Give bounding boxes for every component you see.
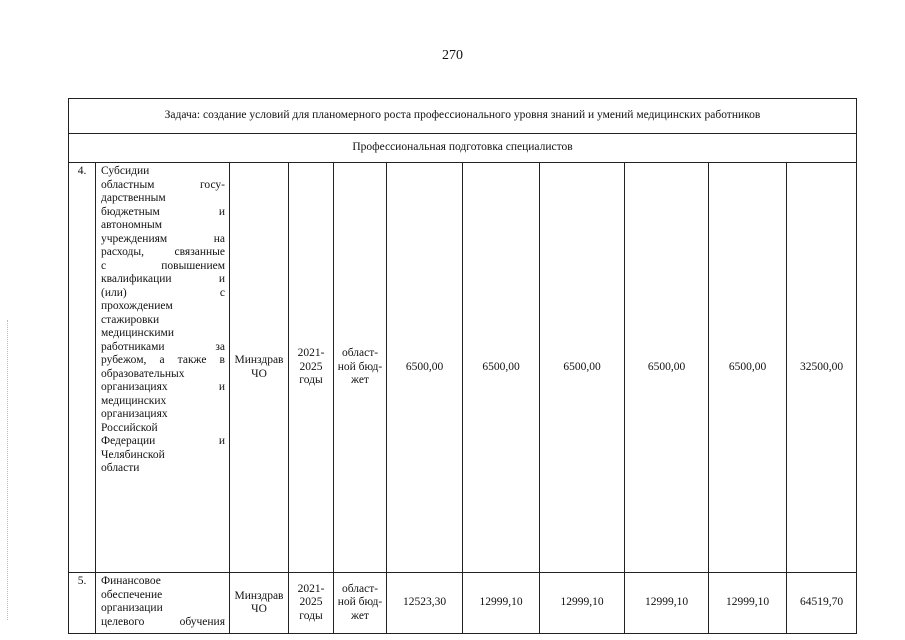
program-table xyxy=(68,98,857,634)
name-line: области xyxy=(101,462,140,474)
name-line: Федерации и xyxy=(101,435,225,447)
table-row xyxy=(69,163,857,573)
row-number: 5. xyxy=(69,573,96,634)
row-value: 6500,00 xyxy=(540,163,625,573)
row-executor: Минздрав ЧО xyxy=(230,573,289,634)
name-line: с повышением xyxy=(101,259,225,272)
row-value: 6500,00 xyxy=(709,163,787,573)
row-total: 64519,70 xyxy=(787,573,857,634)
name-line: стажировки xyxy=(101,313,160,326)
name-line: организации xyxy=(101,602,163,614)
name-line: Субсидии xyxy=(101,165,150,177)
name-line: рубежом, а также в xyxy=(101,354,225,366)
name-line: (или) с xyxy=(101,286,225,299)
row-number: 4. xyxy=(69,163,96,573)
name-line: медицинскими xyxy=(101,327,174,339)
name-line: прохождением xyxy=(101,300,173,312)
row-value: 6500,00 xyxy=(463,163,540,573)
row-executor: Минздрав ЧО xyxy=(230,163,289,573)
name-line: работниками за xyxy=(101,340,225,353)
section-cell: Профессиональная подготовка специалистов xyxy=(69,134,857,163)
task-row xyxy=(69,99,857,134)
name-line: Российской xyxy=(101,421,158,434)
row-period: 2021-2025 годы xyxy=(289,573,334,634)
row-source: област-ной бюд-жет xyxy=(334,163,387,573)
table-row xyxy=(69,573,857,634)
row-name xyxy=(96,163,230,573)
name-line: медицинских xyxy=(101,394,167,407)
name-line: организациях xyxy=(101,408,168,420)
name-line: автономным xyxy=(101,219,162,231)
row-value: 12999,10 xyxy=(625,573,709,634)
row-source: област-ной бюд-жет xyxy=(334,573,387,634)
row-value: 12523,30 xyxy=(387,573,463,634)
name-line: Финансовое xyxy=(101,575,161,587)
page-number: 270 xyxy=(442,48,463,63)
row-value: 6500,00 xyxy=(625,163,709,573)
name-line: квалификации и xyxy=(101,273,225,285)
name-line: областным госу- xyxy=(101,178,225,191)
row-value: 6500,00 xyxy=(387,163,463,573)
name-line: расходы, связанные xyxy=(101,246,225,258)
row-value: 12999,10 xyxy=(709,573,787,634)
row-value: 12999,10 xyxy=(540,573,625,634)
row-value: 12999,10 xyxy=(463,573,540,634)
name-line: образовательных xyxy=(101,367,185,380)
name-line: организациях и xyxy=(101,381,225,393)
margin-scan-dots xyxy=(7,320,9,620)
row-period: 2021-2025 годы xyxy=(289,163,334,573)
row-total: 32500,00 xyxy=(787,163,857,573)
section-row xyxy=(69,134,857,163)
name-line: учреждениям на xyxy=(101,232,225,245)
name-line: целевого обучения xyxy=(101,615,225,628)
name-line: обеспечение xyxy=(101,588,163,601)
task-cell: Задача: создание условий для планомерного роста профессионального уровня знаний и умений медицинских работников xyxy=(69,99,857,134)
name-line: дарственным xyxy=(101,192,166,204)
name-line: Челябинской xyxy=(101,448,165,461)
name-line: бюджетным и xyxy=(101,205,225,218)
row-name xyxy=(96,573,230,634)
